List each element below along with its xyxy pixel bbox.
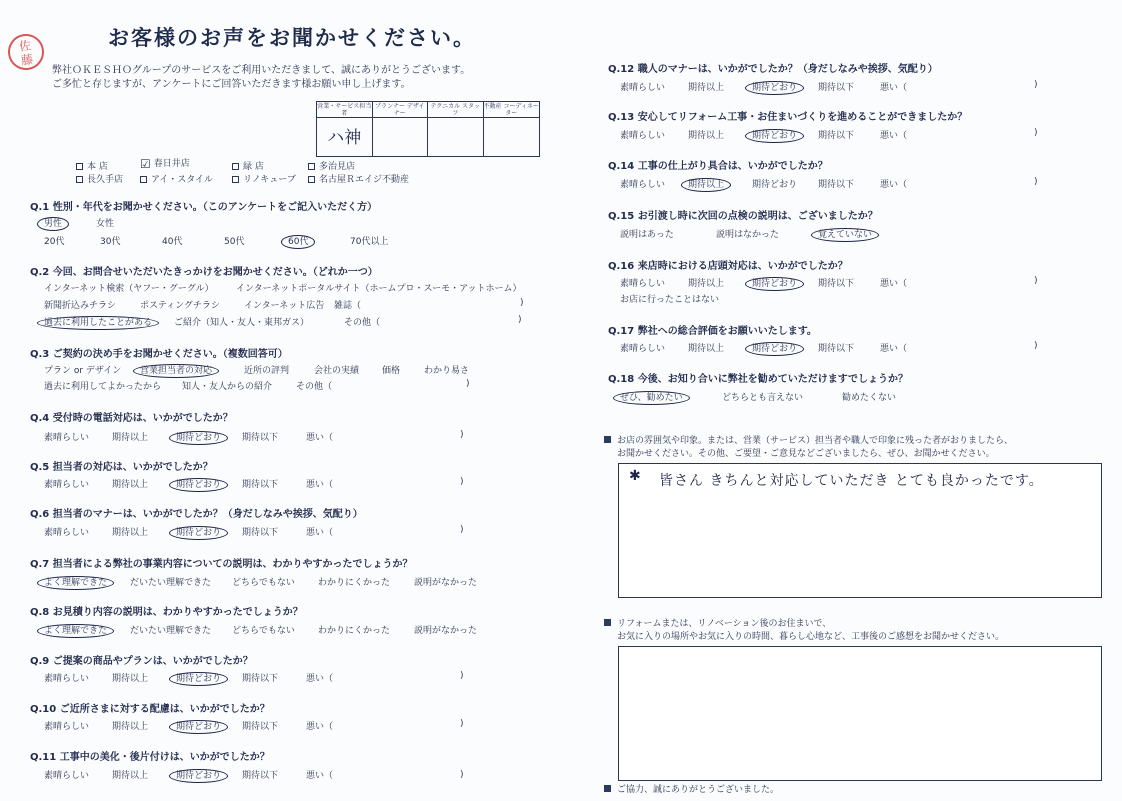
- staff-header: テクニカル スタッフ: [428, 102, 484, 118]
- bullet-square-icon: [604, 785, 611, 792]
- selected-answer: 期待どおり: [169, 431, 228, 445]
- option-internet-ad[interactable]: インターネット広告: [244, 301, 325, 311]
- store-checkbox-istyle[interactable]: [140, 172, 213, 185]
- option-age-50s[interactable]: 50代: [224, 237, 245, 247]
- question-q12: Q.12 職人のマナーは、いかがでしたか？（身だしなみや挨拶、気配り）: [608, 60, 938, 75]
- rating-excellent[interactable]: 素晴らしい: [620, 279, 666, 289]
- prompt-line: お聞かせください。その他、ご要望・ご意見などございましたら、ぜひ、お聞かせください。: [617, 449, 995, 459]
- staff-sales-name[interactable]: ハ神: [317, 118, 373, 156]
- rating-above[interactable]: 期待以上: [688, 83, 725, 93]
- rating-as-expected[interactable]: [176, 525, 228, 538]
- rating-bad[interactable]: 悪い（: [306, 771, 334, 781]
- store-label: アイ・スタイル: [151, 175, 214, 185]
- option-age-70s[interactable]: 70代以上: [350, 237, 389, 247]
- option-newspaper-flyer[interactable]: 新聞折込みチラシ: [44, 301, 117, 311]
- selected-answer: ぜひ、勧めたい: [613, 391, 690, 405]
- question-q17: Q.17 弊社への総合評価をお願いいたします。: [608, 322, 817, 337]
- rating-as-expected[interactable]: [176, 477, 228, 490]
- option-internet-search[interactable]: インターネット検索（ヤフー・グーグル）: [44, 284, 214, 294]
- store-checkbox-midori[interactable]: [232, 159, 264, 172]
- rating-above[interactable]: 期待以上: [112, 528, 149, 538]
- rating-above[interactable]: 期待以上: [112, 433, 149, 443]
- paren-close: ): [1034, 341, 1038, 351]
- selected-answer: 男性: [37, 217, 69, 231]
- comment1-answer: 皆さん きちんと対応していただき とても良かったです。: [659, 473, 1044, 489]
- rating-below[interactable]: 期待以下: [242, 528, 279, 538]
- store-checkbox-tajimi[interactable]: [308, 159, 355, 172]
- selected-answer: 営業担当者の対応: [133, 364, 219, 378]
- checkbox[interactable]: [232, 176, 239, 183]
- rating-excellent[interactable]: 素晴らしい: [44, 528, 90, 538]
- rating-bad[interactable]: 悪い（: [880, 180, 908, 190]
- rating-excellent[interactable]: 素晴らしい: [44, 771, 90, 781]
- option-male[interactable]: [44, 216, 69, 229]
- rating-above[interactable]: 期待以上: [112, 771, 149, 781]
- rating-below[interactable]: 期待以下: [818, 344, 855, 354]
- rating-below[interactable]: 期待以下: [818, 279, 855, 289]
- question-q15: Q.15 お引渡し時に次回の点検の説明は、ございましたか？: [608, 207, 878, 222]
- selected-answer: 期待どおり: [745, 81, 804, 95]
- checkbox[interactable]: [308, 176, 315, 183]
- understand-hard[interactable]: わかりにくかった: [318, 626, 391, 636]
- paren-close: ): [1034, 80, 1038, 90]
- prompt-line: お気に入りの場所やお気に入りの時間、暮らし心地など、工事後のご感想をお聞かせください。: [617, 632, 1005, 642]
- understand-none[interactable]: 説明がなかった: [414, 626, 478, 636]
- question-q2: Q.2 今回、お問合せいただいたきっかけをお聞かせください。（どれか一つ）: [30, 263, 378, 278]
- question-q16: Q.16 来店時における店頭対応は、いかがでしたか？: [608, 257, 848, 272]
- question-q14: Q.14 工事の仕上がり具合は、いかがでしたか？: [608, 157, 828, 172]
- question-q8: Q.8 お見積り内容の説明は、わかりやすかったでしょうか？: [30, 603, 303, 618]
- rating-as-expected[interactable]: [752, 341, 804, 354]
- selected-answer: 期待どおり: [169, 526, 228, 540]
- option-neutral[interactable]: どちらとも言えない: [722, 393, 804, 403]
- selected-answer: 60代: [281, 235, 315, 249]
- rating-excellent[interactable]: 素晴らしい: [620, 344, 666, 354]
- question-q7: Q.7 担当者による弊社の事業内容についての説明は、わかりやすかったでしょうか？: [30, 555, 413, 570]
- understand-none[interactable]: 説明がなかった: [414, 578, 478, 588]
- staff-realestate-name[interactable]: [484, 118, 540, 156]
- intro-line: ご多忙と存じますが、アンケートにご回答いただきます様お願い申し上げます。: [52, 79, 411, 90]
- question-q18: Q.18 今後、お知り合いに弊社を勧めていただけますでしょうか？: [608, 370, 908, 385]
- option-age-30s[interactable]: 30代: [100, 237, 121, 247]
- rating-bad[interactable]: 悪い（: [880, 279, 908, 289]
- rating-above[interactable]: [688, 177, 731, 190]
- option-magazine[interactable]: 雑誌（: [334, 301, 362, 311]
- store-label: 多治見店: [319, 162, 356, 172]
- selected-answer: 期待どおり: [169, 478, 228, 492]
- rating-excellent[interactable]: 素晴らしい: [620, 83, 666, 93]
- option-other[interactable]: その他（: [344, 318, 381, 328]
- store-checkbox-honten[interactable]: [76, 159, 108, 172]
- question-q11: Q.11 工事中の美化・後片付けは、いかがでしたか？: [30, 748, 270, 763]
- checkbox[interactable]: [308, 163, 315, 170]
- rating-bad[interactable]: 悪い（: [306, 674, 334, 684]
- selected-answer: 期待どおり: [169, 769, 228, 783]
- rating-below[interactable]: 期待以下: [242, 674, 279, 684]
- option-explained[interactable]: 説明はあった: [620, 230, 674, 240]
- personal-seal-stamp: 佐 藤: [6, 32, 47, 73]
- checkbox[interactable]: [232, 163, 239, 170]
- option-posting-flyer[interactable]: ポスティングチラシ: [140, 301, 220, 311]
- option-portal-site[interactable]: インターネットポータルサイト（ホームプロ・スーモ・アットホーム）: [236, 284, 522, 294]
- rating-below[interactable]: 期待以下: [242, 480, 279, 490]
- store-label: 本 店: [87, 162, 108, 172]
- option-friend-intro[interactable]: 知人・友人からの紹介: [182, 382, 273, 392]
- store-checkbox-nagoya-r[interactable]: [308, 172, 409, 185]
- option-sales-response[interactable]: [140, 363, 219, 376]
- rating-bad[interactable]: 悪い（: [306, 528, 334, 538]
- question-q13: Q.13 安心してリフォーム工事・お住まいづくりを進めることができましたか？: [608, 108, 967, 123]
- paren-close: ): [520, 298, 524, 308]
- rating-bad[interactable]: 悪い（: [880, 83, 908, 93]
- rating-below[interactable]: 期待以下: [242, 433, 279, 443]
- bullet-square-icon: [604, 619, 611, 626]
- understand-mostly[interactable]: だいたい理解できた: [130, 578, 212, 588]
- rating-above[interactable]: 期待以上: [112, 480, 149, 490]
- option-clarity[interactable]: わかり易さ: [424, 366, 470, 376]
- scribble-mark: ✱: [629, 468, 641, 484]
- question-q9: Q.9 ご提案の商品やプランは、いかがでしたか？: [30, 652, 253, 667]
- paren-close: ): [460, 770, 464, 780]
- checkbox[interactable]: [140, 176, 147, 183]
- understand-well[interactable]: [44, 575, 114, 588]
- paren-close: ): [460, 719, 464, 729]
- paren-close: ): [460, 430, 464, 440]
- rating-excellent[interactable]: 素晴らしい: [620, 180, 666, 190]
- option-used-before[interactable]: [44, 315, 159, 328]
- paren-close: ): [1034, 177, 1038, 187]
- understand-neutral[interactable]: どちらでもない: [232, 626, 295, 636]
- option-female[interactable]: 女性: [96, 219, 115, 229]
- staff-header: 不動産 コーディネーター: [483, 103, 539, 117]
- rating-below[interactable]: 期待以下: [818, 131, 855, 141]
- staff-header: プランナー デザイナー: [373, 102, 429, 118]
- rating-above[interactable]: 期待以上: [688, 131, 725, 141]
- paren-close: ): [1034, 276, 1038, 286]
- paren-close: ): [460, 525, 464, 535]
- rating-below[interactable]: 期待以下: [242, 722, 279, 732]
- rating-above[interactable]: 期待以上: [688, 344, 725, 354]
- question-q3: Q.3 ご契約の決め手をお聞かせください。（複数回答可）: [30, 345, 288, 360]
- option-price[interactable]: 価格: [382, 366, 401, 376]
- question-q1: Q.1 性別・年代をお聞かせください。（このアンケートをご記入いただく方）: [30, 198, 377, 213]
- rating-as-expected[interactable]: [176, 719, 228, 732]
- store-label: 緑 店: [243, 162, 264, 172]
- selected-answer: 期待どおり: [745, 342, 804, 356]
- rating-below[interactable]: 期待以下: [242, 771, 279, 781]
- option-track-record[interactable]: 会社の実績: [314, 366, 360, 376]
- rating-as-expected[interactable]: [176, 430, 228, 443]
- intro-line: 弊社ＯＫＥＳＨＯグループのサービスをご利用いただきまして、誠にありがとうございます。: [52, 65, 471, 76]
- rating-excellent[interactable]: 素晴らしい: [44, 480, 90, 490]
- intro-text: [52, 64, 470, 92]
- understand-well[interactable]: [44, 623, 114, 636]
- staff-table: [316, 101, 540, 157]
- store-checkbox-renocube[interactable]: [232, 172, 296, 185]
- rating-bad[interactable]: 悪い（: [306, 722, 334, 732]
- question-q10: Q.10 ご近所さまに対する配慮は、いかがでしたか？: [30, 700, 270, 715]
- option-other[interactable]: その他（: [296, 382, 333, 392]
- paren-close: ): [1034, 128, 1038, 138]
- selected-answer: 期待どおり: [169, 720, 228, 734]
- rating-bad[interactable]: 悪い（: [306, 433, 334, 443]
- checkmark-icon: ☑: [140, 157, 151, 171]
- understand-mostly[interactable]: だいたい理解できた: [130, 626, 212, 636]
- rating-below[interactable]: 期待以下: [818, 83, 855, 93]
- store-label: リノキューブ: [243, 175, 296, 185]
- store-checkbox-kasugai[interactable]: [140, 156, 190, 171]
- rating-excellent[interactable]: 素晴らしい: [44, 674, 90, 684]
- rating-excellent[interactable]: 素晴らしい: [44, 722, 90, 732]
- question-q5: Q.5 担当者の対応は、いかがでしたか？: [30, 458, 213, 473]
- understand-hard[interactable]: わかりにくかった: [318, 578, 391, 588]
- selected-answer: 過去に利用したことがある: [37, 316, 159, 330]
- question-q6: Q.6 担当者のマナーは、いかがでしたか？（身だしなみや挨拶、気配り）: [30, 505, 363, 520]
- rating-as-expected[interactable]: 期待どおり: [752, 180, 798, 190]
- selected-answer: 覚えていない: [811, 228, 879, 242]
- paren-close: ): [518, 315, 522, 325]
- comment2-prompt: リフォームまたは、リノベーション後のお住まいで、 お気に入りの場所やお気に入りの時間、暮らし心地など、工事後のご感想をお聞かせください。: [604, 618, 1004, 644]
- footer-thanks: ご協力、誠にありがとうございました。: [604, 784, 779, 797]
- rating-as-expected[interactable]: [752, 80, 804, 93]
- staff-header: 営業・サービス担当者: [317, 103, 372, 117]
- rating-bad[interactable]: 悪い（: [880, 131, 908, 141]
- rating-as-expected[interactable]: [752, 276, 804, 289]
- rating-bad[interactable]: 悪い（: [306, 480, 334, 490]
- option-age-60s[interactable]: [288, 234, 315, 247]
- option-age-40s[interactable]: 40代: [162, 237, 183, 247]
- option-used-good[interactable]: 過去に利用してよかったから: [44, 382, 162, 392]
- store-label: 名古屋Ｒエイジ不動産: [319, 175, 410, 185]
- paren-close: ): [460, 477, 464, 487]
- option-dont-remember[interactable]: [818, 227, 879, 240]
- selected-answer: 期待どおり: [745, 129, 804, 143]
- question-q4: Q.4 受付時の電話対応は、いかがでしたか？: [30, 409, 233, 424]
- option-age-20s[interactable]: 20代: [44, 237, 65, 247]
- option-recommend[interactable]: [620, 390, 690, 403]
- rating-as-expected[interactable]: [176, 671, 228, 684]
- paren-close: ): [466, 379, 470, 389]
- checkbox[interactable]: [76, 163, 83, 170]
- comment1-prompt: お店の雰囲気や印象。または、営業（サービス）担当者や職人で印象に残った者がおりましたら、 お聞かせください。その他、ご要望・ご意見などございましたら、ぜひ、お聞かせください。: [604, 435, 1013, 461]
- rating-excellent[interactable]: 素晴らしい: [620, 131, 666, 141]
- option-not-explained[interactable]: 説明はなかった: [716, 230, 780, 240]
- understand-neutral[interactable]: どちらでもない: [232, 578, 295, 588]
- store-label: 長久手店: [87, 175, 124, 185]
- staff-technical-name[interactable]: [428, 118, 484, 156]
- page-title: お客様のお声をお聞かせください。: [108, 26, 476, 50]
- selected-answer: 期待どおり: [745, 277, 804, 291]
- checkbox[interactable]: [76, 176, 83, 183]
- rating-above[interactable]: 期待以上: [688, 279, 725, 289]
- rating-as-expected[interactable]: [176, 768, 228, 781]
- option-plan-design[interactable]: プラン or デザイン: [44, 366, 122, 376]
- bullet-square-icon: [604, 436, 611, 443]
- selected-answer: よく理解できた: [37, 624, 114, 638]
- rating-above[interactable]: 期待以上: [112, 722, 149, 732]
- selected-answer: 期待以上: [681, 178, 731, 192]
- selected-answer: 期待どおり: [169, 672, 228, 686]
- store-checkbox-nagakute[interactable]: [76, 172, 123, 185]
- rating-as-expected[interactable]: [752, 128, 804, 141]
- comment1-textarea[interactable]: [618, 463, 1102, 598]
- staff-planner-name[interactable]: [373, 118, 429, 156]
- store-label: 春日井店: [153, 159, 190, 169]
- comment2-textarea[interactable]: [618, 646, 1102, 781]
- option-reputation[interactable]: 近所の評判: [244, 366, 290, 376]
- rating-below[interactable]: 期待以下: [818, 180, 855, 190]
- option-never-visited[interactable]: お店に行ったことはない: [620, 295, 720, 305]
- rating-excellent[interactable]: 素晴らしい: [44, 433, 90, 443]
- rating-bad[interactable]: 悪い（: [880, 344, 908, 354]
- rating-above[interactable]: 期待以上: [112, 674, 149, 684]
- paren-close: ): [460, 671, 464, 681]
- selected-answer: よく理解できた: [37, 576, 114, 590]
- option-referral[interactable]: ご紹介（知人・友人・東邦ガス）: [174, 318, 310, 328]
- option-not-recommend[interactable]: 勧めたくない: [842, 393, 897, 403]
